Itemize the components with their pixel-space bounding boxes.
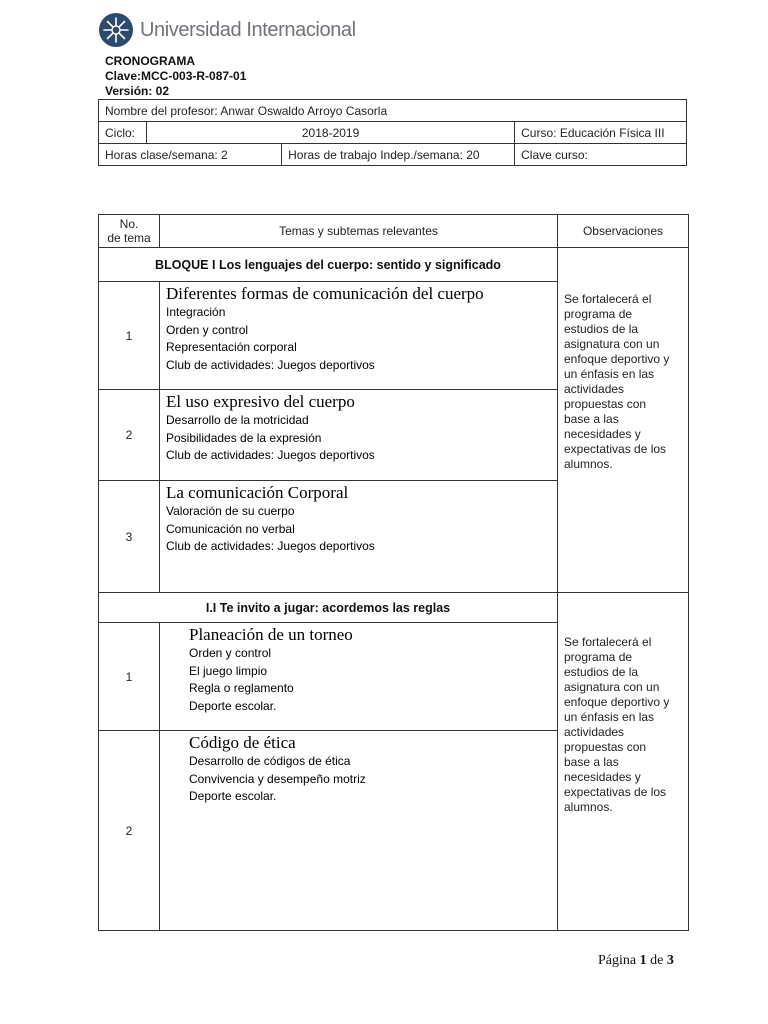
page-total: 3: [666, 953, 674, 968]
obs-line: expectativas de los: [564, 442, 667, 456]
topic-cell: [160, 623, 558, 731]
obs-line: base a las: [564, 412, 619, 426]
col-header-observations: Observaciones: [558, 215, 689, 248]
university-emblem-icon: [98, 12, 134, 48]
page-number: [598, 953, 674, 969]
topic-number: 1: [99, 282, 160, 390]
professor-name: Nombre del profesor: Anwar Oswaldo Arroyo Casorla: [99, 100, 687, 122]
subtopic: Comunicación no verbal: [166, 521, 295, 536]
subtopic: Convivencia y desempeño motriz: [189, 771, 366, 786]
topic-title: Planeación de un torneo: [189, 625, 353, 644]
obs-line: asignatura con un: [564, 680, 660, 694]
obs-line: Se fortalecerá el: [564, 292, 652, 306]
subtopic: Orden y control: [189, 646, 272, 660]
course-name: Curso: Educación Física III: [515, 122, 687, 144]
subtopic: Orden y control: [166, 322, 249, 337]
obs-line: base a las: [564, 755, 619, 769]
cycle-value: 2018-2019: [147, 122, 515, 144]
schedule-table: [98, 214, 689, 931]
block-2-title: I.I Te invito a jugar: acordemos las reglas: [99, 593, 558, 623]
obs-line: estudios de la: [564, 322, 639, 336]
subtopic: Valoración de su cuerpo: [166, 504, 295, 518]
subtopic: El juego limpio: [189, 663, 268, 678]
subtopic: Posibilidades de la expresión: [166, 430, 322, 445]
topic-number: 2: [99, 731, 160, 931]
obs-line: Se fortalecerá el: [564, 635, 652, 649]
obs-line: enfoque deportivo y: [564, 352, 670, 366]
obs-line: asignatura con un: [564, 337, 660, 351]
topic-number: 2: [99, 390, 160, 481]
subtopic: Desarrollo de códigos de ética: [189, 754, 351, 768]
class-hours: Horas clase/semana: 2: [99, 144, 282, 166]
subtopic: Deporte escolar.: [189, 698, 277, 713]
document-version: Versión: 02: [105, 84, 170, 98]
obs-line: propuestas con: [564, 740, 647, 754]
page-current: 1: [639, 953, 647, 968]
obs-line: actividades: [564, 382, 625, 396]
subtopic: Representación corporal: [166, 340, 297, 354]
of-word: de: [650, 953, 664, 968]
course-code: Clave curso:: [515, 144, 687, 166]
subtopic: Deporte escolar.: [189, 789, 277, 803]
obs-line: programa de: [564, 307, 633, 321]
subtopic: Regla o reglamento: [189, 681, 294, 695]
topic-cell: [160, 390, 558, 481]
obs-line: necesidades y: [564, 427, 641, 441]
obs-line: alumnos.: [564, 457, 613, 471]
independent-hours: Horas de trabajo Indep./semana: 20: [282, 144, 515, 166]
block-1-title: BLOQUE I Los lenguajes del cuerpo: sentido y significado: [99, 248, 558, 282]
col-header-number: [99, 215, 160, 248]
topic-cell: [160, 282, 558, 390]
topic-title: Código de ética: [189, 733, 296, 752]
obs-line: programa de: [564, 650, 633, 664]
block-1-observations: [558, 248, 689, 593]
subtopic: Club de actividades: Juegos deportivos: [166, 539, 375, 553]
topic-cell: [160, 481, 558, 593]
subtopic: Desarrollo de la motricidad: [166, 413, 309, 427]
topic-number: 3: [99, 481, 160, 593]
university-name: Universidad Internacional: [140, 19, 356, 41]
subtopic: Club de actividades: Juegos deportivos: [166, 448, 375, 462]
university-logo: [98, 12, 356, 52]
topic-title: La comunicación Corporal: [166, 483, 349, 502]
obs-line: enfoque deportivo y: [564, 695, 670, 709]
obs-line: expectativas de los: [564, 785, 667, 799]
obs-line: propuestas con: [564, 397, 647, 411]
subtopic: Club de actividades: Juegos deportivos: [166, 357, 375, 372]
obs-line: necesidades y: [564, 770, 641, 784]
subtopic: Integración: [166, 305, 226, 319]
topic-title: Diferentes formas de comunicación del cuerpo: [166, 284, 484, 303]
obs-line: actividades: [564, 725, 625, 739]
obs-line: un énfasis en las: [564, 710, 655, 724]
topic-cell: [160, 731, 558, 931]
document-header: [105, 54, 246, 99]
obs-line: alumnos.: [564, 800, 613, 814]
col-header-number-line2: de tema: [107, 231, 151, 245]
topic-number: 1: [99, 623, 160, 731]
document-code: Clave:MCC-003-R-087-01: [105, 69, 247, 83]
obs-line: estudios de la: [564, 665, 639, 679]
cycle-label: Ciclo:: [99, 122, 147, 144]
col-header-topics: Temas y subtemas relevantes: [160, 215, 558, 248]
course-info-table: [98, 99, 687, 166]
col-header-number-line1: No.: [119, 217, 139, 231]
obs-line: un énfasis en las: [564, 367, 655, 381]
topic-title: El uso expresivo del cuerpo: [166, 392, 355, 411]
page-word: Página: [598, 953, 637, 968]
block-2-observations: [558, 593, 689, 931]
document-title: CRONOGRAMA: [105, 54, 195, 68]
